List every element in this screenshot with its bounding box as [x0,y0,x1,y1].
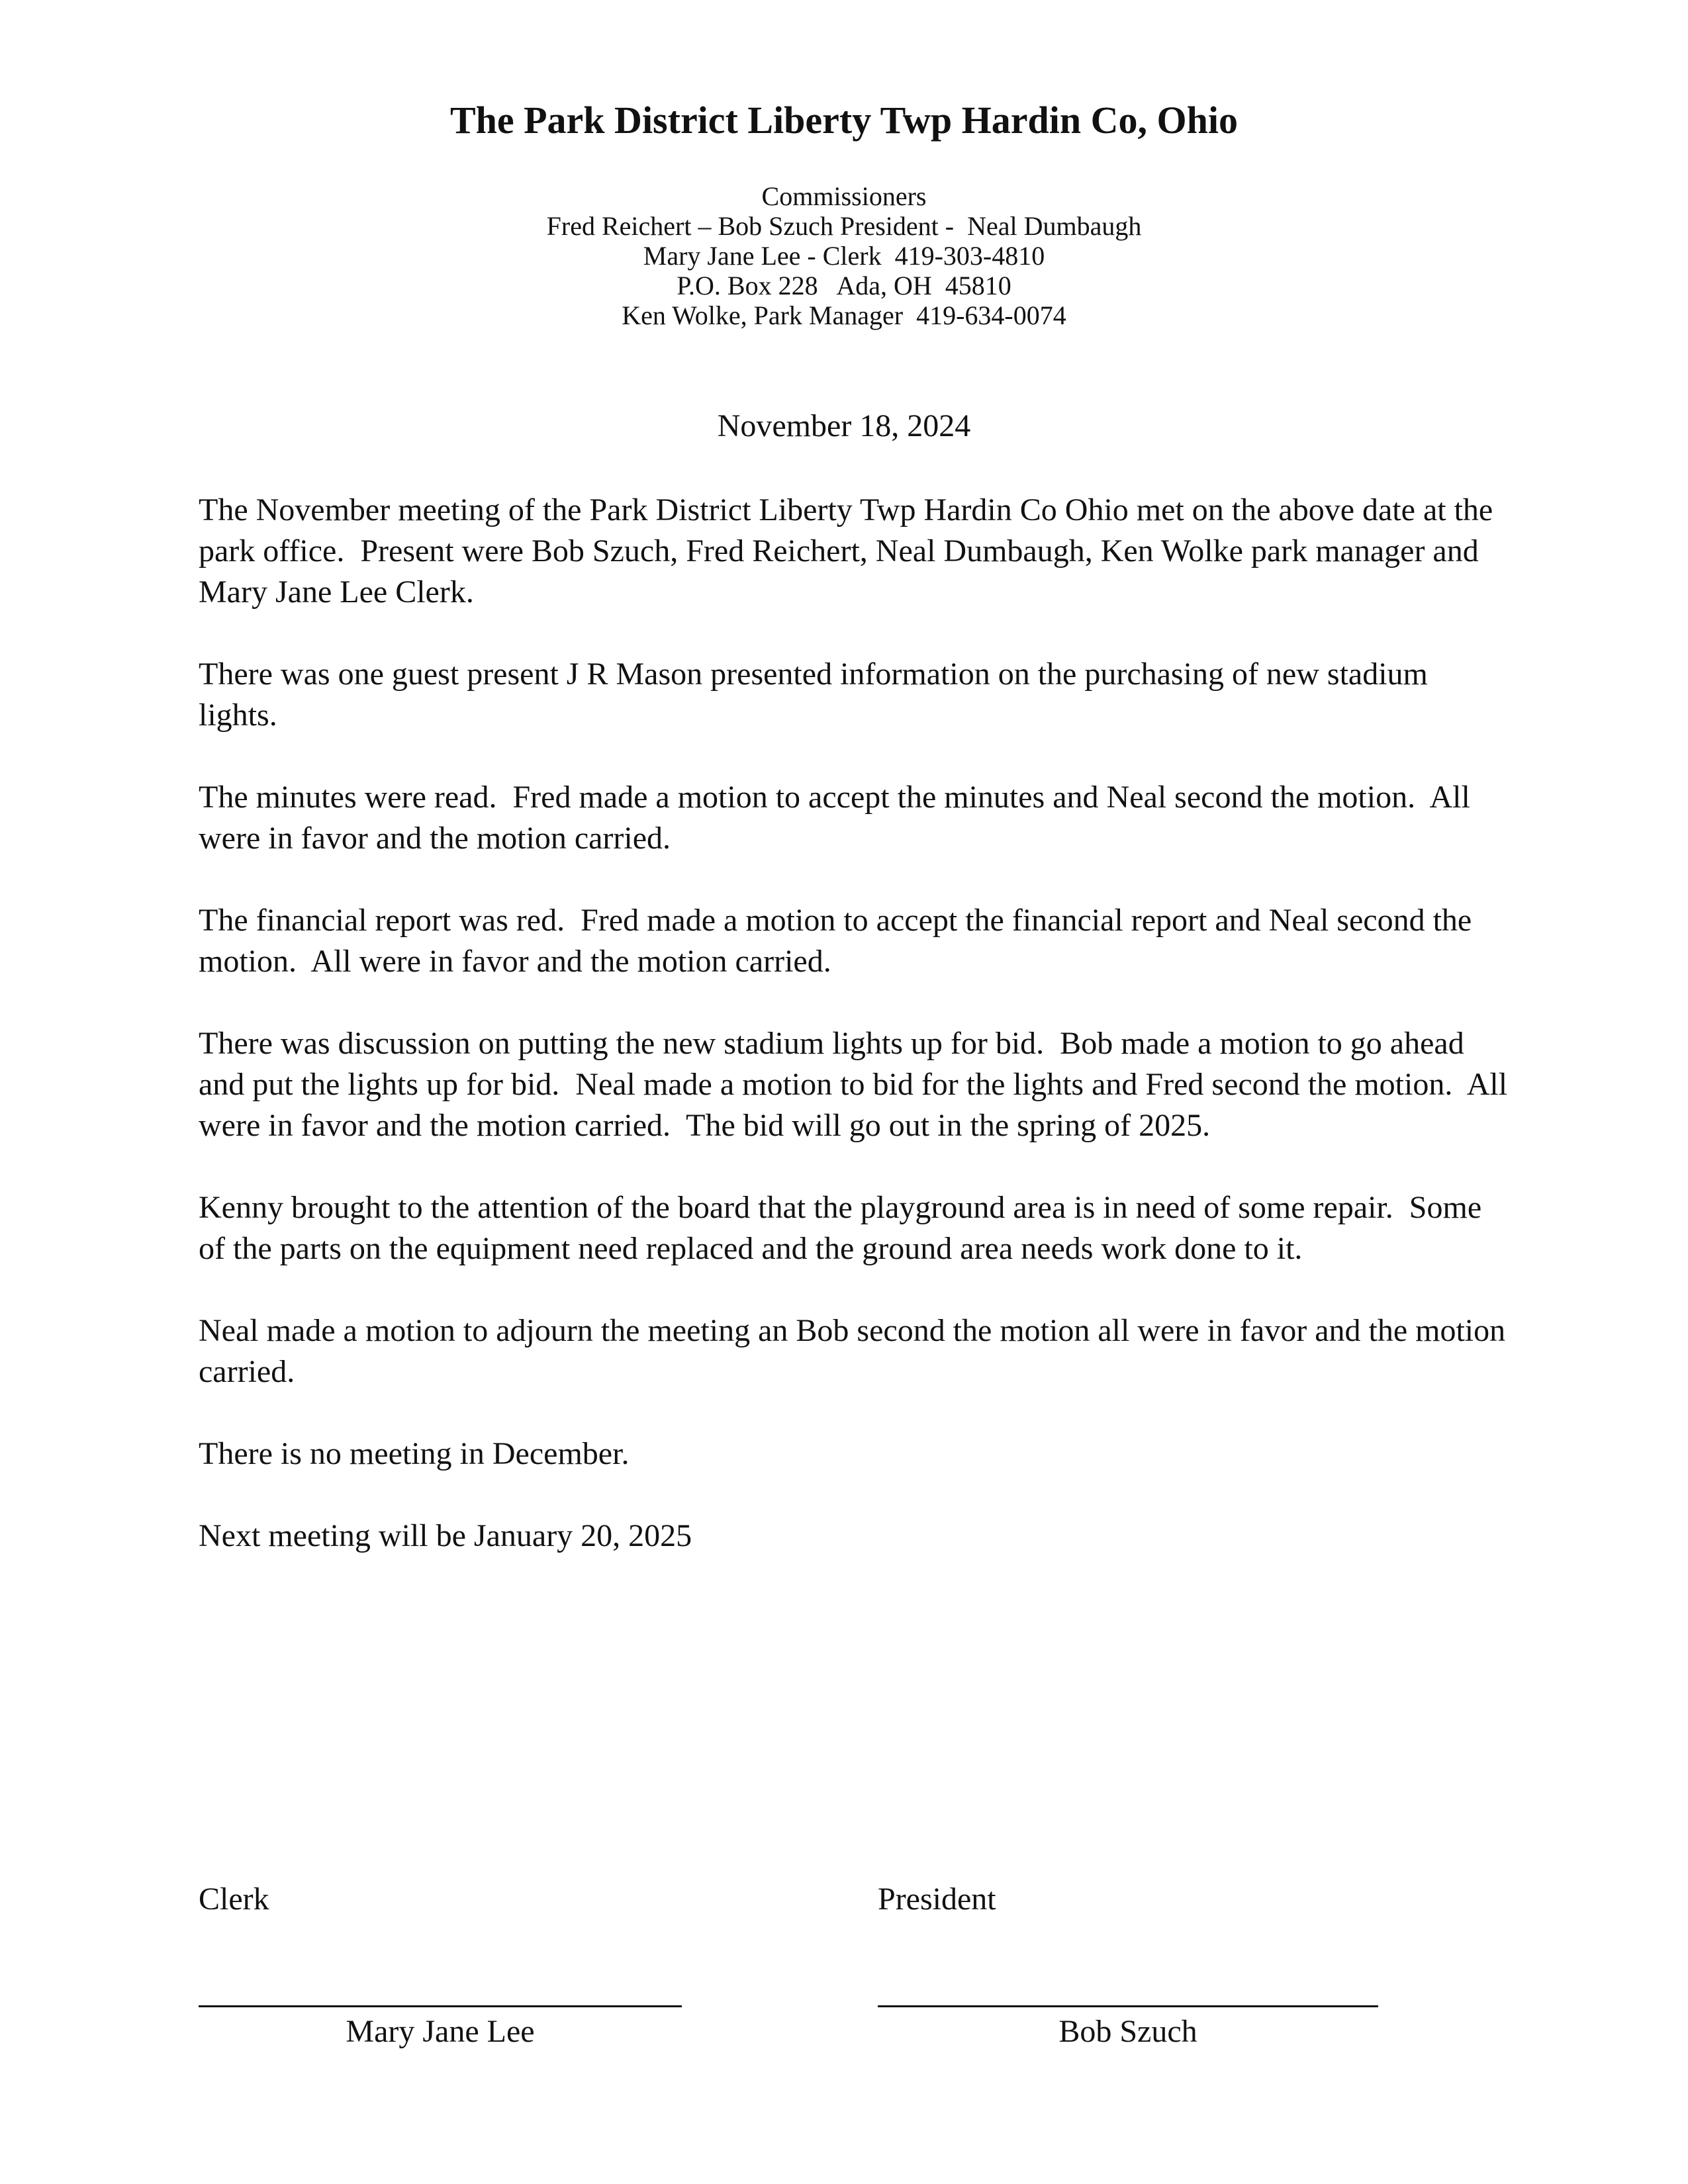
clerk-name: Mary Jane Lee [346,2014,535,2049]
paragraph-financial-report: The financial report was red. Fred made a motion to accept the financial report and Neal second the motion. All were in favor and the motion carried. [199,903,1480,979]
letterhead [0,181,1688,330]
president-name: Bob Szuch [1058,2014,1197,2049]
letterhead-address: P.O. Box 228 Ada, OH 45810 [677,271,1011,300]
paragraph-adjourn: Neal made a motion to adjourn the meeting an Bob second the motion all were in favor and the motion carried. [199,1313,1514,1389]
paragraph-stadium-lights: There was discussion on putting the new stadium lights up for bid. Bob made a motion to go ahead and put the lights up for bid. Neal made a motion to bid for the lights and Fred second the motion. All were in favor and the motion carried. The bid will go out in the spring of 2025. [199,1026,1516,1143]
clerk-signature-line [199,2005,682,2007]
paragraph-next-meeting: Next meeting will be January 20, 2025 [199,1518,692,1553]
document-title: The Park District Liberty Twp Hardin Co, Ohio [449,99,1239,142]
president-role-label: President [878,1882,996,1917]
minutes-body [199,490,1516,1598]
paragraph-attendance: The November meeting of the Park District Liberty Twp Hardin Co Ohio met on the above date at the park office. Present were Bob Szuch, Fred Reichert, Neal Dumbaugh, Ken Wolke park manager and Mary Jane Lee Clerk. [199,492,1501,610]
letterhead-clerk: Mary Jane Lee - Clerk 419-303-4810 [643,241,1045,271]
letterhead-park-manager: Ken Wolke, Park Manager 419-634-0074 [622,300,1066,330]
letterhead-commissioner-names: Fred Reichert – Bob Szuch President - Neal Dumbaugh [546,211,1142,241]
clerk-role-label: Clerk [199,1882,269,1917]
paragraph-minutes: The minutes were read. Fred made a motion to accept the minutes and Neal second the motion. All were in favor and the motion carried. [199,780,1478,856]
meeting-date: November 18, 2024 [717,408,971,443]
president-signature-line [878,2005,1378,2007]
paragraph-guest: There was one guest present J R Mason presented information on the purchasing of new stadium lights. [199,657,1436,733]
paragraph-playground: Kenny brought to the attention of the board that the playground area is in need of some repair. Some of the parts on the equipment need replaced and the ground area needs work done to it. [199,1190,1490,1266]
paragraph-no-december-meeting: There is no meeting in December. [199,1436,630,1471]
letterhead-commissioners: Commissioners [761,181,927,211]
